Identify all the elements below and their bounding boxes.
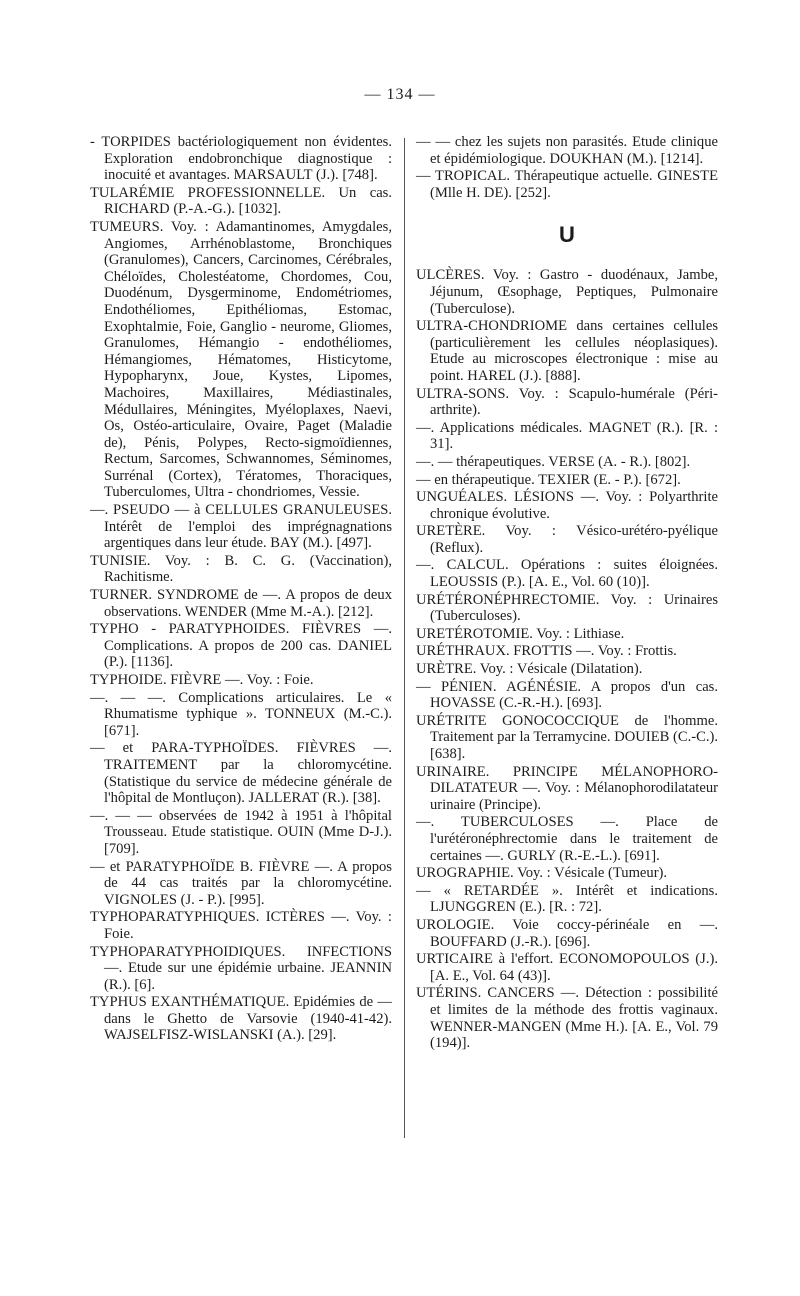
index-entry: — et PARA-TYPHOÏDES. FIÈVRES —. TRAITEMENT par la chloromycétine. (Statistique du service de médecine générale de l'hôpital de Montluçon). JALLERAT (R.). [38]. xyxy=(90,740,392,807)
index-entry: UROLOGIE. Voie coccy-périnéale en —. BOUFFARD (J.-R.). [696]. xyxy=(416,916,718,950)
index-entry: URETÉROTOMIE. Voy. : Lithiase. xyxy=(416,625,625,642)
index-entry: URÉTÉRONÉPHRECTOMIE. Voy. : Urinaires (Tuberculoses). xyxy=(416,591,718,625)
index-entry: URÉTRITE GONOCOCCIQUE de l'homme. Traitement par la Terramycine. DOUIEB (C.-C.). [638]. xyxy=(416,712,718,762)
index-entry: TYPHO - PARATYPHOIDES. FIÈVRES —. Complications. A propos de 200 cas. DANIEL (P.). [1136]. xyxy=(90,621,392,671)
index-entry: TUMEURS. Voy. : Adamantinomes, Amygdales, Angiomes, Arrhénoblastome, Bronchiques (Granulomes), Cancers, Carcinomes, Cérébrales, Chéloïdes, Cholestéatome, Chordomes, Cou, Duodénum, Dysgerminome, Endométriomes, Endothéliomes, Epithéliomas, Estomac, Exophtalmie, Foie, Ganglio - neurome, Gliomes, Granulomes, Hémangio - endothéliomes, Hémangiomes, Hématomes, Histicytome, Hypopharynx, Joue, Kystes, Lipomes, Machoires, Maxillaires, Médiastinales, Médullaires, Méningites, Myéloplaxes, Naevi, Os, Ostéo-articulaire, Ovaire, Paget (Maladie de), Pénis, Polypes, Recto-sigmoïdiennes, Rectum, Sarcomes, Schwannomes, Séminomes, Surrénal (Cortex), Tératomes, Thoraciques, Tuberculomes, Ultra - chondriomes, Vessie. xyxy=(90,218,392,501)
section-letter-heading: U xyxy=(559,222,575,248)
index-entry: — et PARATYPHOÏDE B. FIÈVRE —. A propos de 44 cas traités par la chloromycétine. VIGNOLES (J. - P.). [995]. xyxy=(90,858,392,908)
index-entry: URINAIRE. PRINCIPE MÉLANOPHORO-DILATATEUR —. Voy. : Mélanophorodilatateur urinaire (Principe). xyxy=(416,763,718,813)
index-entry: URTICAIRE à l'effort. ECONOMOPOULOS (J.). [A. E., Vol. 64 (43)]. xyxy=(416,951,718,984)
index-entry: TYPHOIDE. FIÈVRE —. Voy. : Foie. xyxy=(90,672,314,688)
index-entry: —. — thérapeutiques. VERSE (A. - R.). [802]. xyxy=(416,453,691,470)
index-entry: —. — —. Complications articulaires. Le « Rhumatisme typhique ». TONNEUX (M.-C.). [671]. xyxy=(90,689,392,739)
index-entry: UROGRAPHIE. Voy. : Vésicale (Tumeur). xyxy=(416,865,668,882)
index-entry: TULARÉMIE PROFESSIONNELLE. Un cas. RICHARD (P.-A.-G.). [1032]. xyxy=(90,184,392,218)
index-entry: TYPHUS EXANTHÉMATIQUE. Epidémies de — dans le Ghetto de Varsovie (1940-41-42). WAJSELFISZ-WISLANSKI (A.). [29]. xyxy=(90,994,392,1044)
index-entry: —. PSEUDO — à CELLULES GRANULEUSES. Intérêt de l'emploi des imprégnagnations argentiques dans leur étude. BAY (M.). [497]. xyxy=(90,502,392,552)
index-entry: — PÉNIEN. AGÉNÉSIE. A propos d'un cas. HOVASSE (C.-R.-H.). [693]. xyxy=(416,678,718,712)
right-column xyxy=(416,134,718,1053)
index-entry: TUNISIE. Voy. : B. C. G. (Vaccination), Rachitisme. xyxy=(90,552,392,586)
index-entry: UTÉRINS. CANCERS —. Détection : possibilité et limites de la méthode des frottis vaginaux. WENNER-MANGEN (Mme H.). [A. E., Vol. 79 (194)]. xyxy=(416,985,718,1052)
index-entry: ULTRA-SONS. Voy. : Scapulo-humérale (Péri-arthrite). xyxy=(416,385,718,419)
page-number: — 134 — xyxy=(364,86,436,103)
index-entry: URÉTHRAUX. FROTTIS —. Voy. : Frottis. xyxy=(416,643,677,660)
index-entry: TYPHOPARATYPHOIDIQUES. INFECTIONS —. Etude sur une épidémie urbaine. JEANNIN (R.). [6]. xyxy=(90,943,392,993)
index-entry: TYPHOPARATYPHIQUES. ICTÈRES —. Voy. : Foie. xyxy=(90,909,392,942)
index-entry: UNGUÉALES. LÉSIONS —. Voy. : Polyarthrite chronique évolutive. xyxy=(416,489,718,522)
index-entry: — TROPICAL. Thérapeutique actuelle. GINESTE (Mlle H. DE). [252]. xyxy=(416,168,718,201)
index-entry: — « RETARDÉE ». Intérêt et indications. LJUNGGREN (E.). [R. : 72]. xyxy=(416,882,718,916)
index-entry: TURNER. SYNDROME de —. A propos de deux observations. WENDER (Mme M.-A.). [212]. xyxy=(90,587,392,620)
index-entry: — — chez les sujets non parasités. Etude clinique et épidémiologique. DOUKHAN (M.). [1214]. xyxy=(416,134,718,167)
index-entry: — en thérapeutique. TEXIER (E. - P.). [672]. xyxy=(416,471,681,488)
index-entry: —. CALCUL. Opérations : suites éloignées. LEOUSSIS (P.). [A. E., Vol. 60 (10)]. xyxy=(416,557,718,591)
index-entry: URÈTRE. Voy. : Vésicale (Dilatation). xyxy=(416,661,643,678)
index-entry: ULTRA-CHONDRIOME dans certaines cellules (particulièrement les cellules néoplasiques). Etude au microscopes électronique : mise au point. HAREL (J.). [888]. xyxy=(416,318,718,384)
index-entry: URETÈRE. Voy. : Vésico-urétéro-pyélique (Reflux). xyxy=(416,523,718,556)
index-entry: - TORPIDES bactériologiquement non évidentes. Exploration endobronchique diagnostique : inocuité et avantages. MARSAULT (J.). [748]. xyxy=(90,134,392,184)
index-entry: —. Applications médicales. MAGNET (R.). [R. : 31]. xyxy=(416,419,718,453)
index-entry: ULCÈRES. Voy. : Gastro - duodénaux, Jambe, Jéjunum, Œsophage, Peptiques, Pulmonaire (Tuberculose). xyxy=(416,267,718,317)
column-divider xyxy=(404,138,405,1138)
index-entry: —. TUBERCULOSES —. Place de l'urétéronéphrectomie dans le traitement de certaines —. GURLY (R.-E.-L.). [691]. xyxy=(416,814,718,864)
left-column xyxy=(90,134,392,1045)
index-entry: —. — — observées de 1942 à 1951 à l'hôpital Trousseau. Etude statistique. OUIN (Mme D-J.). [709]. xyxy=(90,807,392,857)
